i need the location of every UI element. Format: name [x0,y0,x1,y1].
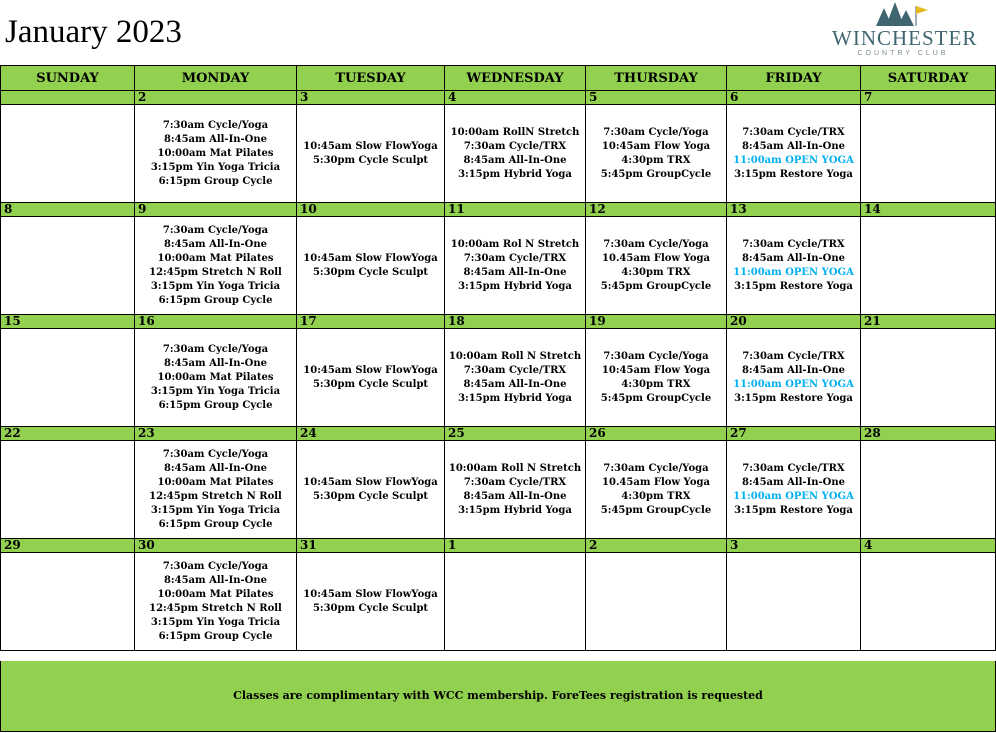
day-cell [586,217,727,315]
day-cell [586,105,727,203]
date-number: 8 [1,203,135,217]
date-number: 2 [586,539,727,553]
class-entry: 3:15pm Yin Yoga Tricia [150,280,281,292]
class-entry: 10:00am Mat Pilates [157,252,274,264]
day-cell [861,329,996,427]
class-entry: 6:15pm Group Cycle [158,399,273,411]
class-schedule-row [1,329,996,427]
date-number-row [1,539,996,553]
class-entry: 8:45am All-In-One [741,252,846,264]
day-cell [135,329,297,427]
day-cell [1,105,135,203]
class-schedule-row [1,105,996,203]
day-cell [727,553,861,651]
class-entry: 3:15pm Hybrid Yoga [458,392,572,404]
class-entry: 7:30am Cycle/TRX [742,462,845,474]
class-entry: 6:15pm Group Cycle [158,175,273,187]
club-logo [832,0,978,60]
day-cell [135,441,297,539]
class-entry: 8:45am All-In-One [463,154,567,166]
class-entry: 10:45am Slow FlowYoga [303,364,438,376]
page-title: January 2023 [5,14,182,50]
day-cell [727,329,861,427]
day-cell [297,441,445,539]
day-cell [297,329,445,427]
class-entry: 4:30pm TRX [621,266,691,278]
class-entry: 10:00am Roll N Stretch [448,462,582,474]
class-entry: 8:45am All-In-One [163,357,268,369]
class-entry: 10:45am Flow Yoga [601,364,711,376]
day-cell [135,553,297,651]
class-entry: 7:30am Cycle/TRX [742,126,845,138]
class-entry: 7:30am Cycle/TRX [742,350,845,362]
class-entry: 10:00am Mat Pilates [157,371,274,383]
day-cell [861,553,996,651]
class-entry: 8:45am All-In-One [163,462,268,474]
day-cell [861,441,996,539]
class-entry: 10:45am Flow Yoga [601,140,711,152]
class-entry: 5:45pm GroupCycle [600,392,712,404]
pine-trees-icon [832,0,974,28]
class-entry: 5:30pm Cycle Sculpt [312,154,429,166]
class-entry: 10:00am Mat Pilates [157,147,274,159]
class-entry: 3:15pm Hybrid Yoga [458,504,572,516]
class-entry: 10.45am Flow Yoga [602,252,710,264]
date-number: 18 [445,315,586,329]
date-number: 30 [135,539,297,553]
logo-name: WINCHESTER [832,26,978,50]
date-number: 23 [135,427,297,441]
class-entry: 5:30pm Cycle Sculpt [312,490,429,502]
date-number-row [1,427,996,441]
date-number-row [1,315,996,329]
date-number: 21 [861,315,996,329]
class-entry: 12:45pm Stretch N Roll [149,602,282,614]
class-entry: 4:30pm TRX [621,154,691,166]
date-number: 28 [861,427,996,441]
weekday-friday: FRIDAY [727,66,861,91]
class-entry: 8:45am All-In-One [163,133,268,145]
weekday-tuesday: TUESDAY [297,66,445,91]
class-entry: 8:45am All-In-One [463,378,567,390]
day-cell [586,553,727,651]
class-entry: 8:45am All-In-One [741,364,846,376]
class-entry: 8:45am All-In-One [463,266,567,278]
date-number: 15 [1,315,135,329]
day-cell [727,105,861,203]
class-entry: 8:45am All-In-One [741,140,846,152]
date-number: 10 [297,203,445,217]
day-cell [1,217,135,315]
class-entry: 8:45am All-In-One [741,476,846,488]
date-number: 5 [586,91,727,105]
class-entry: 7:30am Cycle/Yoga [603,462,709,474]
date-number: 20 [727,315,861,329]
class-entry: 10:00am Mat Pilates [157,588,274,600]
day-cell [297,105,445,203]
class-entry: 4:30pm TRX [621,490,691,502]
class-entry: 7:30am Cycle/TRX [463,476,567,488]
class-entry: 12:45pm Stretch N Roll [149,266,282,278]
class-entry: 10:00am Mat Pilates [157,476,274,488]
class-entry: 7:30am Cycle/Yoga [603,238,709,250]
date-number: 7 [861,91,996,105]
day-cell [1,441,135,539]
class-entry: 3:15pm Restore Yoga [734,392,853,404]
logo-subtitle: COUNTRY CLUB [857,50,949,57]
class-entry: 10:45am Slow FlowYoga [303,140,438,152]
class-entry: 5:45pm GroupCycle [600,280,712,292]
date-number: 29 [1,539,135,553]
date-number-row [1,203,996,217]
date-number: 12 [586,203,727,217]
day-cell [727,217,861,315]
date-number: 6 [727,91,861,105]
class-entry: 6:15pm Group Cycle [158,630,273,642]
day-cell [1,553,135,651]
weekday-header-row [1,66,996,91]
day-cell [135,217,297,315]
date-number: 1 [445,539,586,553]
date-number: 11 [445,203,586,217]
class-entry: 3:15pm Restore Yoga [734,168,853,180]
class-entry: 11:00am OPEN YOGA [733,266,854,278]
date-number: 22 [1,427,135,441]
date-number: 13 [727,203,861,217]
weekday-saturday: SATURDAY [861,66,996,91]
date-number: 9 [135,203,297,217]
day-cell [135,105,297,203]
date-number [1,91,135,105]
class-entry: 7:30am Cycle/TRX [742,238,845,250]
class-schedule-row [1,441,996,539]
class-entry: 7:30am Cycle/Yoga [162,119,269,131]
date-number: 2 [135,91,297,105]
class-entry: 7:30am Cycle/Yoga [603,126,709,138]
date-number-row [1,91,996,105]
class-entry: 3:15pm Restore Yoga [734,280,853,292]
class-entry: 10:45am Slow FlowYoga [303,252,438,264]
weekday-thursday: THURSDAY [586,66,727,91]
class-entry: 7:30am Cycle/Yoga [162,448,269,460]
class-entry: 5:45pm GroupCycle [600,504,712,516]
date-number: 4 [445,91,586,105]
calendar-grid [0,65,996,651]
class-entry: 3:15pm Yin Yoga Tricia [150,504,281,516]
class-entry: 12:45pm Stretch N Roll [149,490,282,502]
class-entry: 5:30pm Cycle Sculpt [312,378,429,390]
class-entry: 10:00am Rol N Stretch [450,238,580,250]
weekday-wednesday: WEDNESDAY [445,66,586,91]
footer-banner [0,661,996,732]
class-entry: 7:30am Cycle/TRX [463,140,567,152]
date-number: 14 [861,203,996,217]
class-entry: 7:30am Cycle/TRX [463,364,567,376]
date-number: 3 [727,539,861,553]
class-entry: 8:45am All-In-One [163,574,268,586]
day-cell [297,553,445,651]
day-cell [861,217,996,315]
date-number: 17 [297,315,445,329]
date-number: 27 [727,427,861,441]
class-entry: 7:30am Cycle/Yoga [162,343,269,355]
weekday-monday: MONDAY [135,66,297,91]
class-entry: 5:30pm Cycle Sculpt [312,266,429,278]
day-cell [445,441,586,539]
class-entry: 7:30am Cycle/Yoga [603,350,709,362]
day-cell [445,329,586,427]
class-entry: 11:00am OPEN YOGA [733,490,854,502]
date-number: 31 [297,539,445,553]
class-entry: 5:30pm Cycle Sculpt [312,602,429,614]
class-entry: 8:45am All-In-One [463,490,567,502]
class-entry: 4:30pm TRX [621,378,691,390]
day-cell [445,217,586,315]
class-entry: 11:00am OPEN YOGA [733,378,854,390]
footer-note: Classes are complimentary with WCC membership. ForeTees registration is requested [233,689,763,702]
date-number: 19 [586,315,727,329]
class-entry: 6:15pm Group Cycle [158,518,273,530]
class-entry: 7:30am Cycle/Yoga [162,224,269,236]
day-cell [445,553,586,651]
date-number: 4 [861,539,996,553]
day-cell [1,329,135,427]
class-entry: 3:15pm Restore Yoga [734,504,853,516]
day-cell [727,441,861,539]
class-entry: 10:45am Slow FlowYoga [303,588,438,600]
class-entry: 10.45am Flow Yoga [602,476,710,488]
class-entry: 10:00am RollN Stretch [450,126,580,138]
class-entry: 11:00am OPEN YOGA [733,154,854,166]
class-entry: 7:30am Cycle/Yoga [162,560,269,572]
class-entry: 3:15pm Yin Yoga Tricia [150,616,281,628]
class-entry: 3:15pm Yin Yoga Tricia [150,385,281,397]
class-entry: 7:30am Cycle/TRX [463,252,567,264]
day-cell [445,105,586,203]
date-number: 3 [297,91,445,105]
day-cell [861,105,996,203]
class-entry: 5:45pm GroupCycle [600,168,712,180]
class-schedule-row [1,217,996,315]
class-entry: 6:15pm Group Cycle [158,294,273,306]
class-entry: 3:15pm Hybrid Yoga [458,168,572,180]
weekday-sunday: SUNDAY [1,66,135,91]
class-entry: 10:00am Roll N Stretch [448,350,582,362]
date-number: 24 [297,427,445,441]
date-number: 25 [445,427,586,441]
date-number: 26 [586,427,727,441]
date-number: 16 [135,315,297,329]
day-cell [586,329,727,427]
class-schedule-row [1,553,996,651]
day-cell [297,217,445,315]
class-entry: 10:45am Slow FlowYoga [303,476,438,488]
class-entry: 3:15pm Yin Yoga Tricia [150,161,281,173]
class-entry: 8:45am All-In-One [163,238,268,250]
class-entry: 3:15pm Hybrid Yoga [458,280,572,292]
day-cell [586,441,727,539]
